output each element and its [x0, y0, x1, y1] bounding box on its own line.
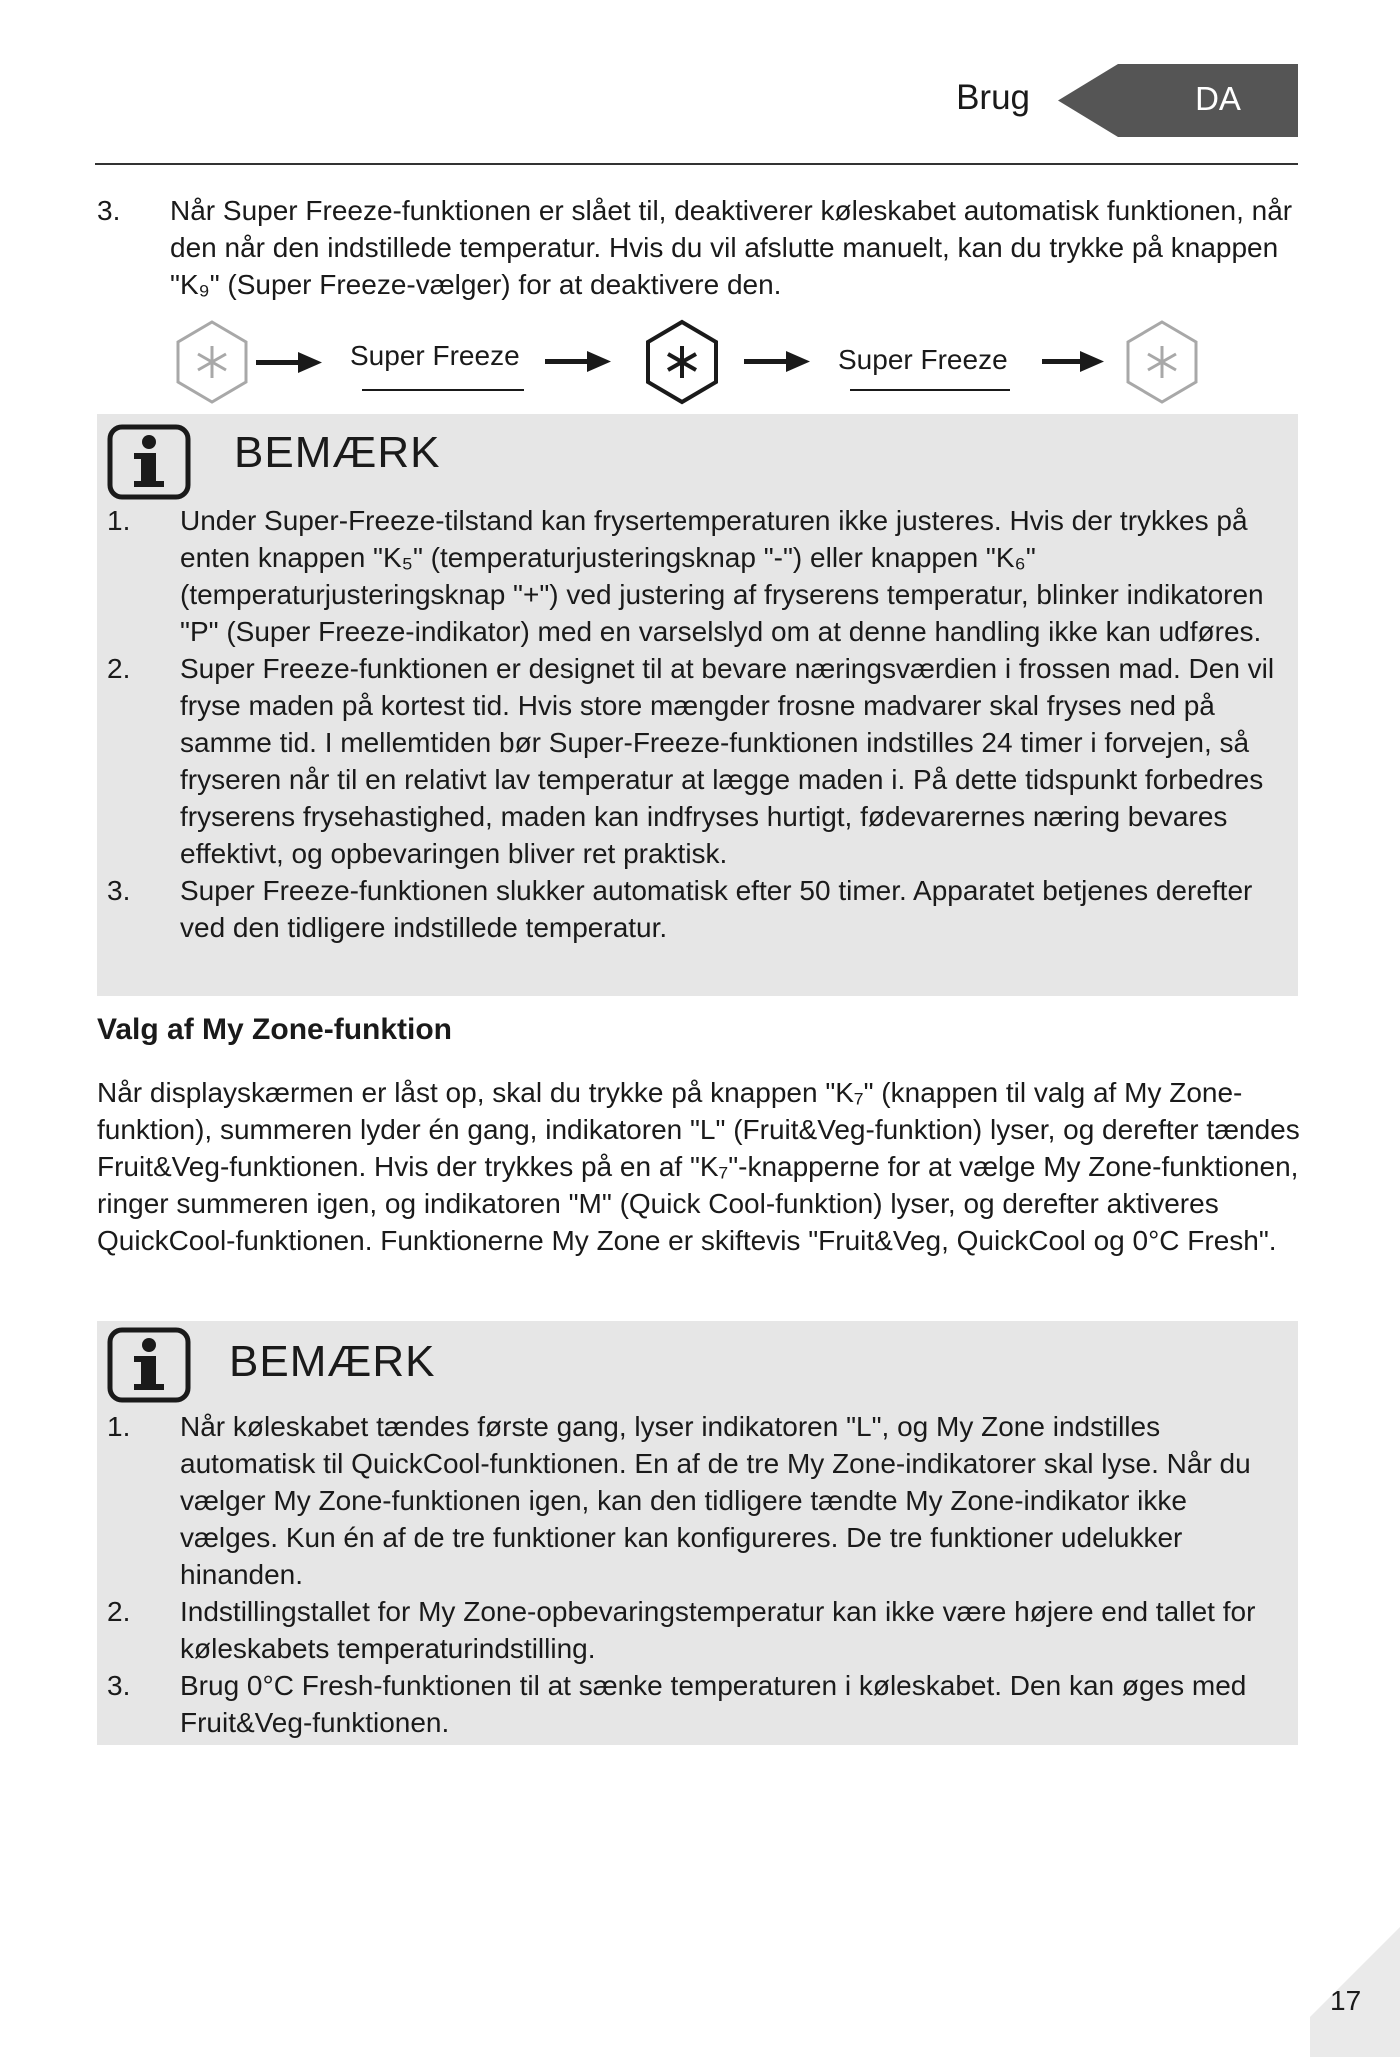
note-item	[97, 502, 1298, 650]
note-item	[97, 1408, 1298, 1593]
section-paragraph: Når displayskærmen er låst op, skal du trykke på knappen "K₇" (knappen til valg af My Zone-funktion), summeren lyder én gang, indikatoren "L" (Fruit&Veg-funktion) lyser, og derefter tændes Fruit&Veg-funktionen. Hvis der trykkes på en af "K₇"-knapperne for at vælge My Zone-funktionen, ringer summeren igen, og indikatoren "M" (Quick Cool-funktion) lyser, og derefter aktiveres QuickCool-funktionen. Funktionerne My Zone er skiftevis "Fruit&Veg, QuickCool og 0°C Fresh".	[97, 1077, 1300, 1256]
super-freeze-flow-diagram	[170, 318, 1210, 408]
page-number: 17	[1330, 1985, 1362, 2016]
flow-label-2: Super Freeze	[838, 344, 1008, 375]
note-item-text: Brug 0°C Fresh-funktionen til at sænke temperaturen i køleskabet. Den kan øges med Fruit&Veg-funktionen.	[180, 1670, 1247, 1738]
arrow-right-icon	[744, 351, 810, 372]
flow-label-1: Super Freeze	[350, 340, 520, 371]
language-tab-label: DA	[1195, 80, 1241, 117]
info-icon	[107, 424, 191, 500]
note-item-text: Indstillingstallet for My Zone-opbevaringstemperatur kan ikke være højere end tallet for køleskabets temperaturindstilling.	[180, 1596, 1256, 1664]
note-item-number: 1.	[107, 1411, 131, 1442]
note-box-1	[97, 414, 1298, 996]
flow-underline-1	[362, 389, 524, 391]
note-list	[97, 1408, 1298, 1741]
arrow-right-icon	[1042, 351, 1104, 372]
language-tab	[1058, 64, 1298, 137]
note-item-number: 1.	[107, 505, 131, 536]
note-item-number: 2.	[107, 1596, 131, 1627]
note-title: BEMÆRK	[229, 1337, 436, 1386]
section-heading: Valg af My Zone-funktion	[97, 1013, 453, 1046]
header-divider	[95, 163, 1298, 165]
note-box-2	[97, 1321, 1298, 1745]
note-item-number: 3.	[107, 875, 131, 906]
arrow-right-icon	[256, 352, 322, 373]
note-list	[97, 502, 1298, 946]
step-text: Når Super Freeze-funktionen er slået til, deaktiverer køleskabet automatisk funktionen, når den når den indstillede temperatur. Hvis du vil afslutte manuelt, kan du trykke på knappen "K₉" (Super Freeze-vælger) for at deaktivere den.	[170, 195, 1293, 300]
step-number: 3.	[97, 195, 121, 226]
note-item	[97, 1667, 1298, 1741]
note-item-text: Når køleskabet tændes første gang, lyser indikatoren "L", og My Zone indstilles automatisk til QuickCool-funktionen. En af de tre My Zone-indikatorer skal lyse. Når du vælger My Zone-funktionen igen, kan den tidligere tændte My Zone-indikator ikke vælges. Kun én af de tre funktioner kan konfigureres. De tre funktioner udelukker hinanden.	[180, 1411, 1251, 1590]
info-icon	[107, 1327, 191, 1403]
note-item	[97, 872, 1298, 946]
note-title: BEMÆRK	[234, 428, 441, 477]
arrow-right-icon	[545, 351, 611, 372]
note-item-number: 2.	[107, 653, 131, 684]
flow-underline-2	[850, 389, 1010, 391]
snowflake-off-icon	[1128, 322, 1196, 402]
snowflake-on-icon	[648, 322, 716, 402]
snowflake-off-icon	[178, 322, 246, 402]
note-item	[97, 1593, 1298, 1667]
note-item	[97, 650, 1298, 872]
note-item-text: Super Freeze-funktionen slukker automatisk efter 50 timer. Apparatet betjenes derefter ved den tidligere indstillede temperatur.	[180, 875, 1253, 943]
flow-graphic	[170, 318, 1210, 408]
note-item-text: Super Freeze-funktionen er designet til at bevare næringsværdien i frossen mad. Den vil fryse maden på kortest tid. Hvis store mængder frosne madvarer skal fryses ned på samme tid. I mellemtiden bør Super-Freeze-funktionen indstilles 24 timer i forvejen, så fryseren når til en relativt lav temperatur at lægge maden i. På dette tidspunkt forbedres fryserens frysehastighed, maden kan indfryses hurtigt, fødevarernes næring bevares effektivt, og opbevaringen bliver ret praktisk.	[180, 653, 1275, 869]
note-item-text: Under Super-Freeze-tilstand kan frysertemperaturen ikke justeres. Hvis der trykkes på enten knappen "K₅" (temperaturjusteringsknap "-") eller knappen "K₆" (temperaturjusteringsknap "+") ved justering af fryserens temperatur, blinker indikatoren "P" (Super Freeze-indikator) med en varselslyd om at denne handling ikke kan udføres.	[180, 505, 1264, 647]
section-title: Brug	[956, 78, 1030, 117]
note-item-number: 3.	[107, 1670, 131, 1701]
